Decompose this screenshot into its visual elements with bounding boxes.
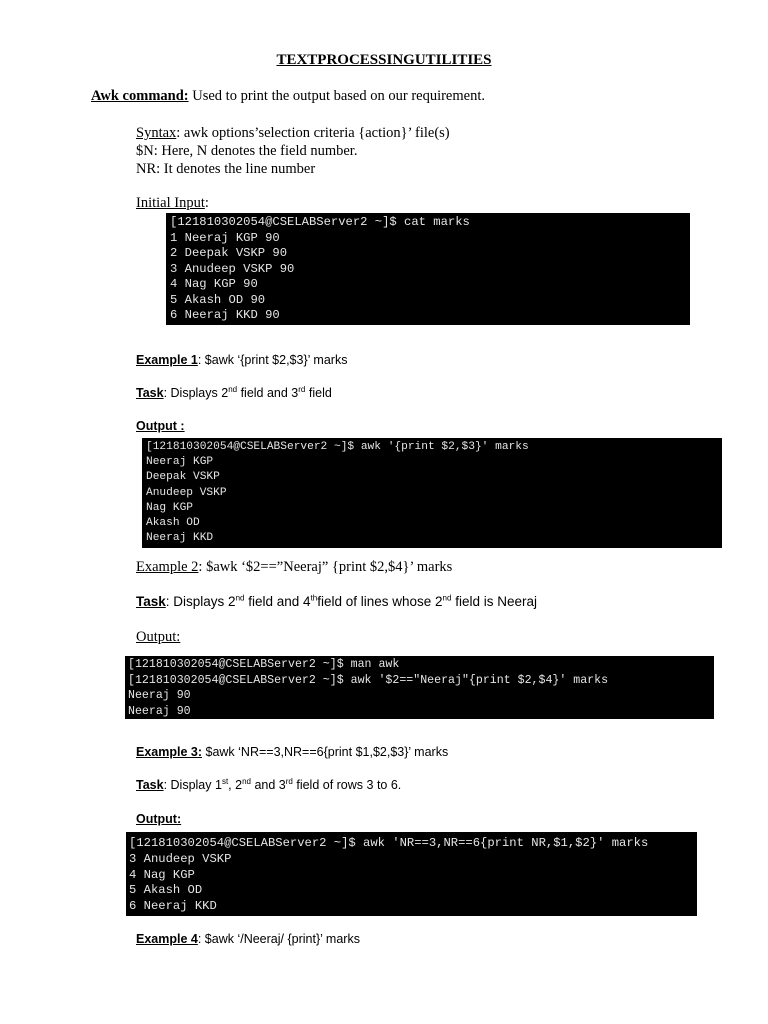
syntax-text: : awk options’selection criteria {action}’ file(s)	[176, 125, 450, 141]
awk-intro	[91, 88, 485, 105]
terminal-line: 2 Deepak VSKP 90	[170, 246, 288, 260]
terminal-line: [121810302054@CSELABServer2 ~]$ awk 'NR==3,NR==6{print NR,$1,$2}' marks	[129, 836, 649, 850]
example-3	[136, 745, 448, 759]
task-2-text: field is Neeraj	[451, 594, 537, 609]
task-2-text: : Displays 2	[165, 594, 236, 609]
line-number-note: NR: It denotes the line number	[136, 161, 316, 177]
task-2-sup: th	[310, 593, 318, 603]
task-2-label: Task	[136, 594, 166, 609]
task-2-text: field and 4	[244, 594, 311, 609]
terminal-line: Nag KGP	[146, 501, 193, 514]
example-3-code: $awk ‘NR==3,NR==6{print $1,$2,$3}’ marks	[202, 745, 449, 759]
task-1-text: field and 3	[237, 386, 299, 400]
terminal-line: 6 Neeraj KKD	[129, 899, 217, 914]
field-number-note: $N: Here, N denotes the field number.	[136, 143, 358, 159]
task-3	[136, 778, 401, 792]
terminal-line: Deepak VSKP	[146, 471, 220, 484]
example-4-label: Example 4	[136, 932, 198, 946]
terminal-line: 4 Nag KGP	[129, 867, 195, 882]
example-2-label: Example 2	[136, 559, 199, 575]
task-1	[136, 386, 332, 400]
initial-input-colon: :	[204, 195, 209, 211]
output-3-label: Output:	[136, 812, 182, 826]
terminal-example-2	[125, 656, 714, 719]
terminal-line: [121810302054@CSELABServer2 ~]$ awk '{print $2,$3}' marks	[146, 441, 529, 453]
terminal-line: [121810302054@CSELABServer2 ~]$ cat marks	[170, 215, 470, 229]
syntax-label: Syntax	[136, 125, 177, 141]
task-3-sup: nd	[242, 776, 251, 786]
task-3-sup: st	[221, 776, 229, 786]
example-2-code: : $awk ‘$2==”Neeraj” {print $2,$4}’ marks	[198, 559, 453, 575]
terminal-line: Neeraj 90	[128, 704, 191, 718]
example-1-label: Example 1	[136, 353, 198, 367]
awk-description: Used to print the output based on our requirement.	[188, 88, 485, 104]
task-3-label: Task	[136, 778, 164, 792]
syntax-line	[136, 124, 450, 142]
terminal-line: [121810302054@CSELABServer2 ~]$ man awk	[128, 658, 400, 671]
example-3-label: Example 3:	[136, 745, 203, 759]
task-2-text: field of lines whose 2	[317, 594, 443, 609]
terminal-line: 3 Anudeep VSKP	[129, 851, 232, 866]
initial-input-label: Initial Input	[136, 195, 205, 211]
terminal-line: 3 Anudeep VSKP 90	[170, 261, 295, 276]
task-1-sup: nd	[228, 384, 238, 394]
example-4	[136, 932, 360, 946]
page-title: TEXTPROCESSINGUTILITIES	[276, 52, 492, 68]
task-2-sup: nd	[442, 593, 452, 603]
task-2-sup: nd	[235, 593, 245, 603]
task-3-sup: rd	[285, 776, 293, 786]
terminal-line: Neeraj KGP	[146, 456, 214, 469]
terminal-line: 6 Neeraj KKD 90	[170, 308, 280, 322]
task-3-text: : Display 1	[163, 778, 222, 792]
terminal-line: Neeraj 90	[128, 689, 191, 702]
task-2	[136, 594, 537, 609]
task-3-text: , 2	[228, 778, 243, 792]
output-2-label: Output:	[136, 629, 181, 645]
terminal-line: Anudeep VSKP	[146, 486, 227, 499]
terminal-example-3	[126, 832, 697, 916]
task-1-text: : Displays 2	[163, 386, 229, 400]
terminal-line: 1 Neeraj KGP 90	[170, 230, 280, 245]
example-1-code: : $awk ‘{print $2,$3}’ marks	[197, 353, 348, 367]
task-1-text: field	[305, 386, 332, 400]
terminal-example-1	[142, 438, 722, 548]
terminal-line: Neeraj KKD	[146, 532, 214, 545]
task-3-text: field of rows 3 to 6.	[292, 778, 402, 792]
terminal-line: 5 Akash OD 90	[170, 292, 266, 307]
terminal-line: [121810302054@CSELABServer2 ~]$ awk '$2=="Neeraj"{print $2,$4}' marks	[128, 673, 609, 687]
example-2	[136, 559, 452, 576]
terminal-line: 4 Nag KGP 90	[170, 277, 258, 291]
task-3-text: and 3	[250, 778, 286, 792]
task-1-sup: rd	[298, 384, 306, 394]
terminal-initial-input	[166, 213, 690, 325]
awk-heading: Awk command:	[91, 88, 189, 104]
example-4-code: : $awk ‘/Neeraj/ {print}’ marks	[197, 932, 360, 946]
output-1-label: Output :	[136, 419, 185, 433]
syntax-block	[136, 124, 450, 178]
initial-input-heading	[136, 195, 209, 212]
example-1	[136, 353, 347, 367]
terminal-line: 5 Akash OD	[129, 883, 203, 898]
task-1-label: Task	[136, 386, 164, 400]
terminal-line: Akash OD	[146, 517, 200, 530]
